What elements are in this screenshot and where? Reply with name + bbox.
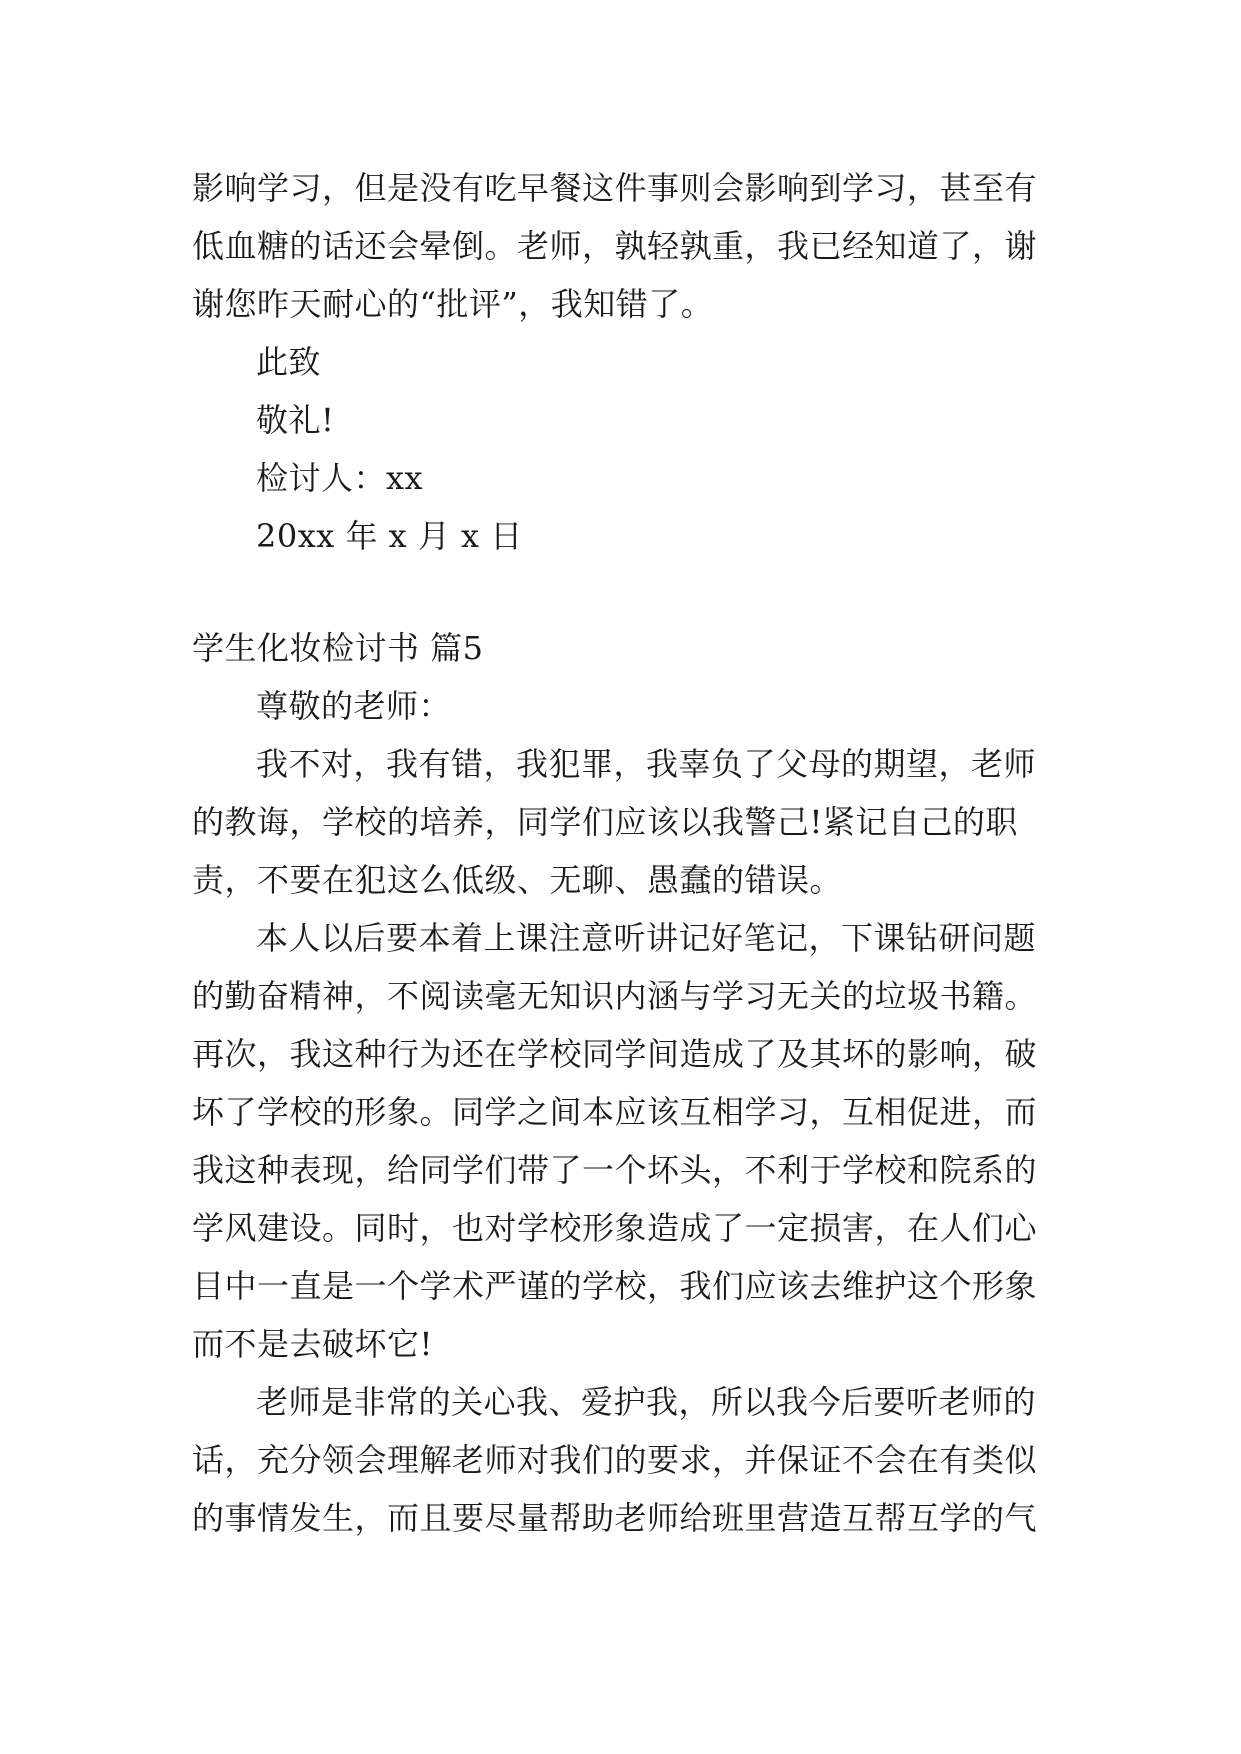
date-line: 20xx 年 x 月 x 日 [256,517,523,555]
paragraph-2-line: 目中一直是一个学术严谨的学校，我们应该去维护这个形象 [192,1267,1038,1305]
section-title: 学生化妆检讨书 篇5 [192,629,484,667]
body-text-line: 谢您昨天耐心的“批评”，我知错了。 [192,285,714,323]
paragraph-3-line: 话，充分领会理解老师对我们的要求，并保证不会在有类似 [192,1441,1038,1479]
paragraph-2-line: 学风建设。同时，也对学校形象造成了一定损害，在人们心 [192,1209,1038,1247]
paragraph-2-line: 我这种表现，给同学们带了一个坏头，不利于学校和院系的 [192,1151,1038,1189]
paragraph-2-line: 再次，我这种行为还在学校同学间造成了及其坏的影响，破 [192,1035,1038,1073]
closing-greeting: 此致 [256,343,322,381]
closing-salute: 敬礼! [256,401,335,439]
paragraph-2-line: 的勤奋精神，不阅读毫无知识内涵与学习无关的垃圾书籍。 [192,977,1038,1015]
paragraph-2-line: 而不是去破坏它! [192,1325,433,1363]
paragraph-3-line: 老师是非常的关心我、爱护我，所以我今后要听老师的 [256,1383,1037,1421]
body-text-line: 低血糖的话还会晕倒。老师，孰轻孰重，我已经知道了，谢 [192,227,1038,265]
salutation: 尊敬的老师： [256,687,452,725]
paragraph-1-line: 责，不要在犯这么低级、无聊、愚蠢的错误。 [192,861,843,899]
paragraph-1-line: 我不对，我有错，我犯罪，我辜负了父母的期望，老师 [256,745,1037,783]
paragraph-3-line: 的事情发生，而且要尽量帮助老师给班里营造互帮互学的气 [192,1499,1038,1537]
body-text-line: 影响学习，但是没有吃早餐这件事则会影响到学习，甚至有 [192,169,1038,207]
paragraph-1-line: 的教诲，学校的培养，同学们应该以我警己!紧记自己的职 [192,803,1018,841]
signer-line: 检讨人：xx [256,459,424,497]
paragraph-2-line: 本人以后要本着上课注意听讲记好笔记，下课钻研问题 [256,919,1037,957]
paragraph-2-line: 坏了学校的形象。同学之间本应该互相学习，互相促进，而 [192,1093,1038,1131]
